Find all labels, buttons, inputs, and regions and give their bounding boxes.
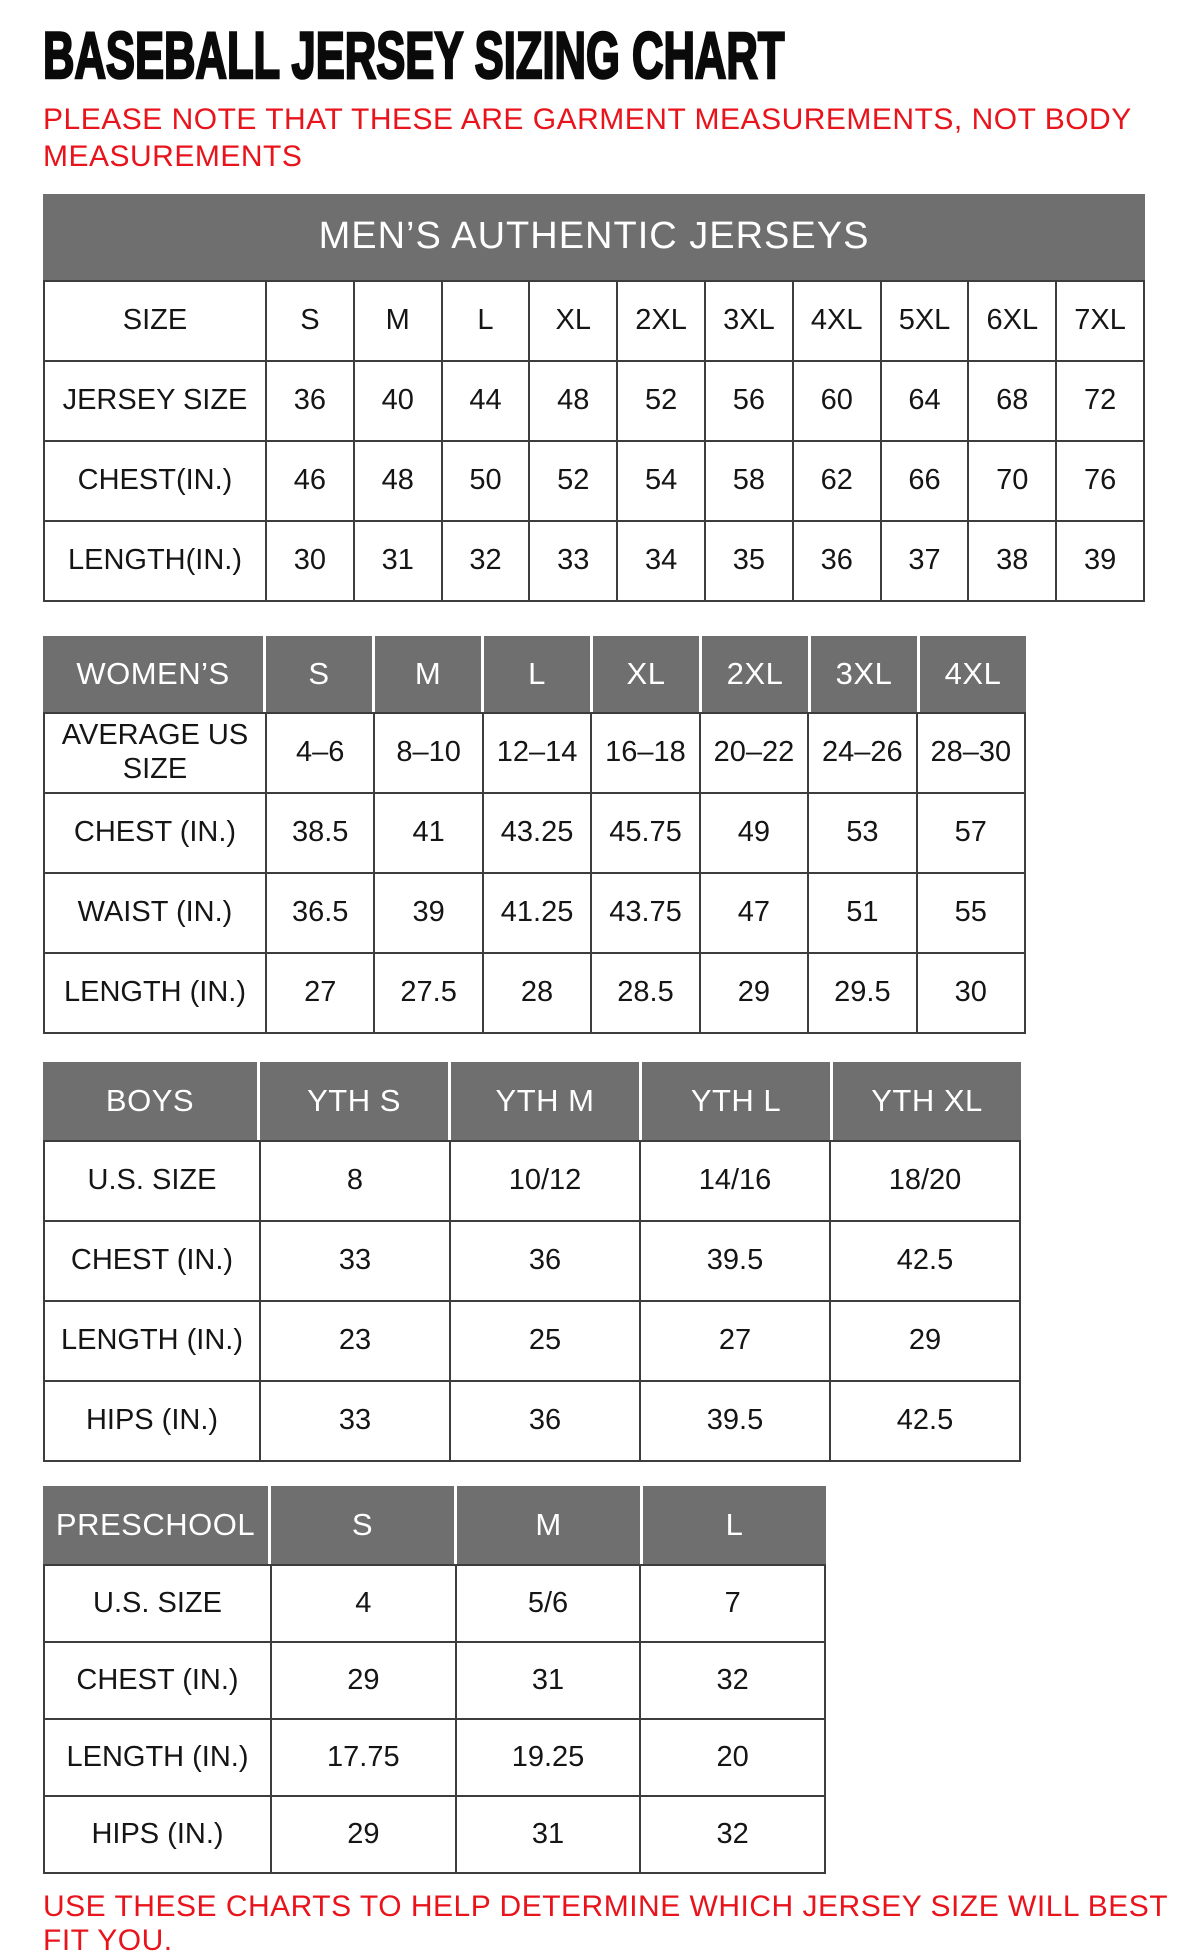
boys-row-label-cell: CHEST (IN.) (45, 1222, 259, 1300)
womens-row-label-cell: CHEST (IN.) (45, 794, 265, 872)
mens-value-cell: 3XL (706, 282, 792, 360)
mens-value-cell: 32 (443, 522, 529, 600)
womens-value-cell: 38.5 (267, 794, 373, 872)
mens-value-cell: 33 (530, 522, 616, 600)
womens-value-cell: 43.25 (484, 794, 590, 872)
mens-value-cell: 36 (267, 362, 353, 440)
mens-value-cell: 72 (1057, 362, 1143, 440)
mens-value-cell: 5XL (882, 282, 968, 360)
mens-row-label-cell: JERSEY SIZE (45, 362, 265, 440)
garment-note (43, 102, 1200, 176)
preschool-sizing-table (43, 1486, 826, 1874)
mens-value-cell: 30 (267, 522, 353, 600)
mens-value-cell: 64 (882, 362, 968, 440)
mens-value-cell: 44 (443, 362, 529, 440)
mens-value-cell: 52 (530, 442, 616, 520)
preschool-value-cell: 7 (641, 1566, 824, 1641)
boys-value-cell: 36 (451, 1222, 639, 1300)
boys-row-label-cell: U.S. SIZE (45, 1142, 259, 1220)
mens-row-label-cell: CHEST(IN.) (45, 442, 265, 520)
mens-value-cell: 37 (882, 522, 968, 600)
womens-sizing-table (43, 636, 1026, 1034)
womens-value-cell: 53 (809, 794, 915, 872)
mens-value-cell: 4XL (794, 282, 880, 360)
mens-value-cell: XL (530, 282, 616, 360)
womens-value-cell: 47 (701, 874, 807, 952)
mens-value-cell: 56 (706, 362, 792, 440)
womens-value-cell: 28 (484, 954, 590, 1032)
womens-header-cell: L (484, 636, 590, 712)
preschool-header-label: PRESCHOOL (43, 1486, 268, 1564)
womens-value-cell: 43.75 (592, 874, 698, 952)
mens-value-cell: 58 (706, 442, 792, 520)
footer-note: USE THESE CHARTS TO HELP DETERMINE WHICH JERSEY SIZE WILL BEST FIT YOU. (43, 1889, 1168, 1957)
boys-value-cell: 14/16 (641, 1142, 829, 1220)
garment-note-line-1: PLEASE NOTE THAT THESE ARE GARMENT MEASUREMENTS, NOT BODY (43, 103, 1132, 136)
mens-value-cell: S (267, 282, 353, 360)
preschool-value-cell: 29 (272, 1643, 455, 1718)
womens-value-cell: 28–30 (918, 714, 1024, 792)
womens-value-cell: 49 (701, 794, 807, 872)
mens-value-cell: 6XL (969, 282, 1055, 360)
mens-value-cell: 7XL (1057, 282, 1143, 360)
mens-value-cell: 62 (794, 442, 880, 520)
boys-value-cell: 29 (831, 1302, 1019, 1380)
boys-header-cell: YTH L (642, 1062, 830, 1140)
womens-row-label-cell: AVERAGE US SIZE (45, 714, 265, 792)
boys-table-body (43, 1140, 1021, 1462)
preschool-header-cell: M (457, 1486, 640, 1564)
womens-table-body (43, 712, 1026, 1034)
mens-sizing-table (43, 194, 1145, 602)
preschool-value-cell: 29 (272, 1797, 455, 1872)
preschool-value-cell: 32 (641, 1643, 824, 1718)
mens-value-cell: 52 (618, 362, 704, 440)
mens-value-cell: 31 (355, 522, 441, 600)
mens-value-cell: 35 (706, 522, 792, 600)
boys-header-cell: YTH S (260, 1062, 448, 1140)
mens-value-cell: 60 (794, 362, 880, 440)
womens-value-cell: 27.5 (375, 954, 481, 1032)
mens-value-cell: M (355, 282, 441, 360)
preschool-value-cell: 20 (641, 1720, 824, 1795)
preschool-header-cell: S (271, 1486, 454, 1564)
womens-value-cell: 45.75 (592, 794, 698, 872)
mens-value-cell: 70 (969, 442, 1055, 520)
womens-value-cell: 4–6 (267, 714, 373, 792)
preschool-row-label-cell: U.S. SIZE (45, 1566, 270, 1641)
womens-value-cell: 29 (701, 954, 807, 1032)
womens-value-cell: 16–18 (592, 714, 698, 792)
boys-value-cell: 39.5 (641, 1222, 829, 1300)
womens-value-cell: 12–14 (484, 714, 590, 792)
womens-value-cell: 24–26 (809, 714, 915, 792)
preschool-table-header (43, 1486, 826, 1564)
boys-value-cell: 27 (641, 1302, 829, 1380)
mens-value-cell: 2XL (618, 282, 704, 360)
preschool-header-cell: L (643, 1486, 826, 1564)
preschool-row-label-cell: LENGTH (IN.) (45, 1720, 270, 1795)
womens-value-cell: 55 (918, 874, 1024, 952)
boys-sizing-table (43, 1062, 1021, 1462)
womens-value-cell: 28.5 (592, 954, 698, 1032)
preschool-value-cell: 32 (641, 1797, 824, 1872)
womens-value-cell: 41 (375, 794, 481, 872)
mens-value-cell: 46 (267, 442, 353, 520)
mens-table-header (43, 194, 1145, 280)
boys-header-cell: YTH M (451, 1062, 639, 1140)
boys-row-label-cell: HIPS (IN.) (45, 1382, 259, 1460)
preschool-value-cell: 5/6 (457, 1566, 640, 1641)
boys-value-cell: 42.5 (831, 1222, 1019, 1300)
preschool-value-cell: 31 (457, 1797, 640, 1872)
mens-value-cell: 76 (1057, 442, 1143, 520)
womens-value-cell: 29.5 (809, 954, 915, 1032)
boys-value-cell: 23 (261, 1302, 449, 1380)
preschool-value-cell: 31 (457, 1643, 640, 1718)
womens-value-cell: 39 (375, 874, 481, 952)
boys-value-cell: 36 (451, 1382, 639, 1460)
womens-value-cell: 57 (918, 794, 1024, 872)
page-title: BASEBALL JERSEY SIZING CHART (43, 18, 785, 92)
preschool-row-label-cell: HIPS (IN.) (45, 1797, 270, 1872)
garment-note-line-2: MEASUREMENTS (43, 139, 303, 173)
boys-value-cell: 33 (261, 1382, 449, 1460)
womens-value-cell: 41.25 (484, 874, 590, 952)
womens-table-header (43, 636, 1026, 712)
womens-value-cell: 20–22 (701, 714, 807, 792)
mens-value-cell: 48 (530, 362, 616, 440)
mens-value-cell: 34 (618, 522, 704, 600)
mens-value-cell: 40 (355, 362, 441, 440)
womens-header-cell: M (375, 636, 481, 712)
womens-header-label: WOMEN’S (43, 636, 263, 712)
womens-value-cell: 36.5 (267, 874, 373, 952)
mens-value-cell: 50 (443, 442, 529, 520)
boys-value-cell: 25 (451, 1302, 639, 1380)
preschool-value-cell: 4 (272, 1566, 455, 1641)
mens-header-title: MEN’S AUTHENTIC JERSEYS (43, 194, 1145, 280)
boys-value-cell: 39.5 (641, 1382, 829, 1460)
womens-header-cell: 2XL (702, 636, 808, 712)
boys-value-cell: 8 (261, 1142, 449, 1220)
boys-value-cell: 42.5 (831, 1382, 1019, 1460)
womens-header-cell: 3XL (811, 636, 917, 712)
boys-value-cell: 18/20 (831, 1142, 1019, 1220)
mens-value-cell: 54 (618, 442, 704, 520)
preschool-value-cell: 19.25 (457, 1720, 640, 1795)
mens-value-cell: 39 (1057, 522, 1143, 600)
mens-row-label-cell: SIZE (45, 282, 265, 360)
womens-value-cell: 27 (267, 954, 373, 1032)
mens-table-body (43, 280, 1145, 602)
boys-header-label: BOYS (43, 1062, 257, 1140)
mens-row-label-cell: LENGTH(IN.) (45, 522, 265, 600)
preschool-table-body (43, 1564, 826, 1874)
womens-header-cell: 4XL (920, 636, 1026, 712)
womens-row-label-cell: LENGTH (IN.) (45, 954, 265, 1032)
preschool-value-cell: 17.75 (272, 1720, 455, 1795)
boys-header-cell: YTH XL (833, 1062, 1021, 1140)
boys-value-cell: 33 (261, 1222, 449, 1300)
womens-value-cell: 30 (918, 954, 1024, 1032)
boys-table-header (43, 1062, 1021, 1140)
boys-value-cell: 10/12 (451, 1142, 639, 1220)
mens-value-cell: 36 (794, 522, 880, 600)
boys-row-label-cell: LENGTH (IN.) (45, 1302, 259, 1380)
womens-value-cell: 51 (809, 874, 915, 952)
mens-value-cell: 68 (969, 362, 1055, 440)
womens-value-cell: 8–10 (375, 714, 481, 792)
womens-header-cell: S (266, 636, 372, 712)
mens-value-cell: 48 (355, 442, 441, 520)
womens-header-cell: XL (593, 636, 699, 712)
mens-value-cell: L (443, 282, 529, 360)
mens-value-cell: 66 (882, 442, 968, 520)
mens-value-cell: 38 (969, 522, 1055, 600)
preschool-row-label-cell: CHEST (IN.) (45, 1643, 270, 1718)
womens-row-label-cell: WAIST (IN.) (45, 874, 265, 952)
